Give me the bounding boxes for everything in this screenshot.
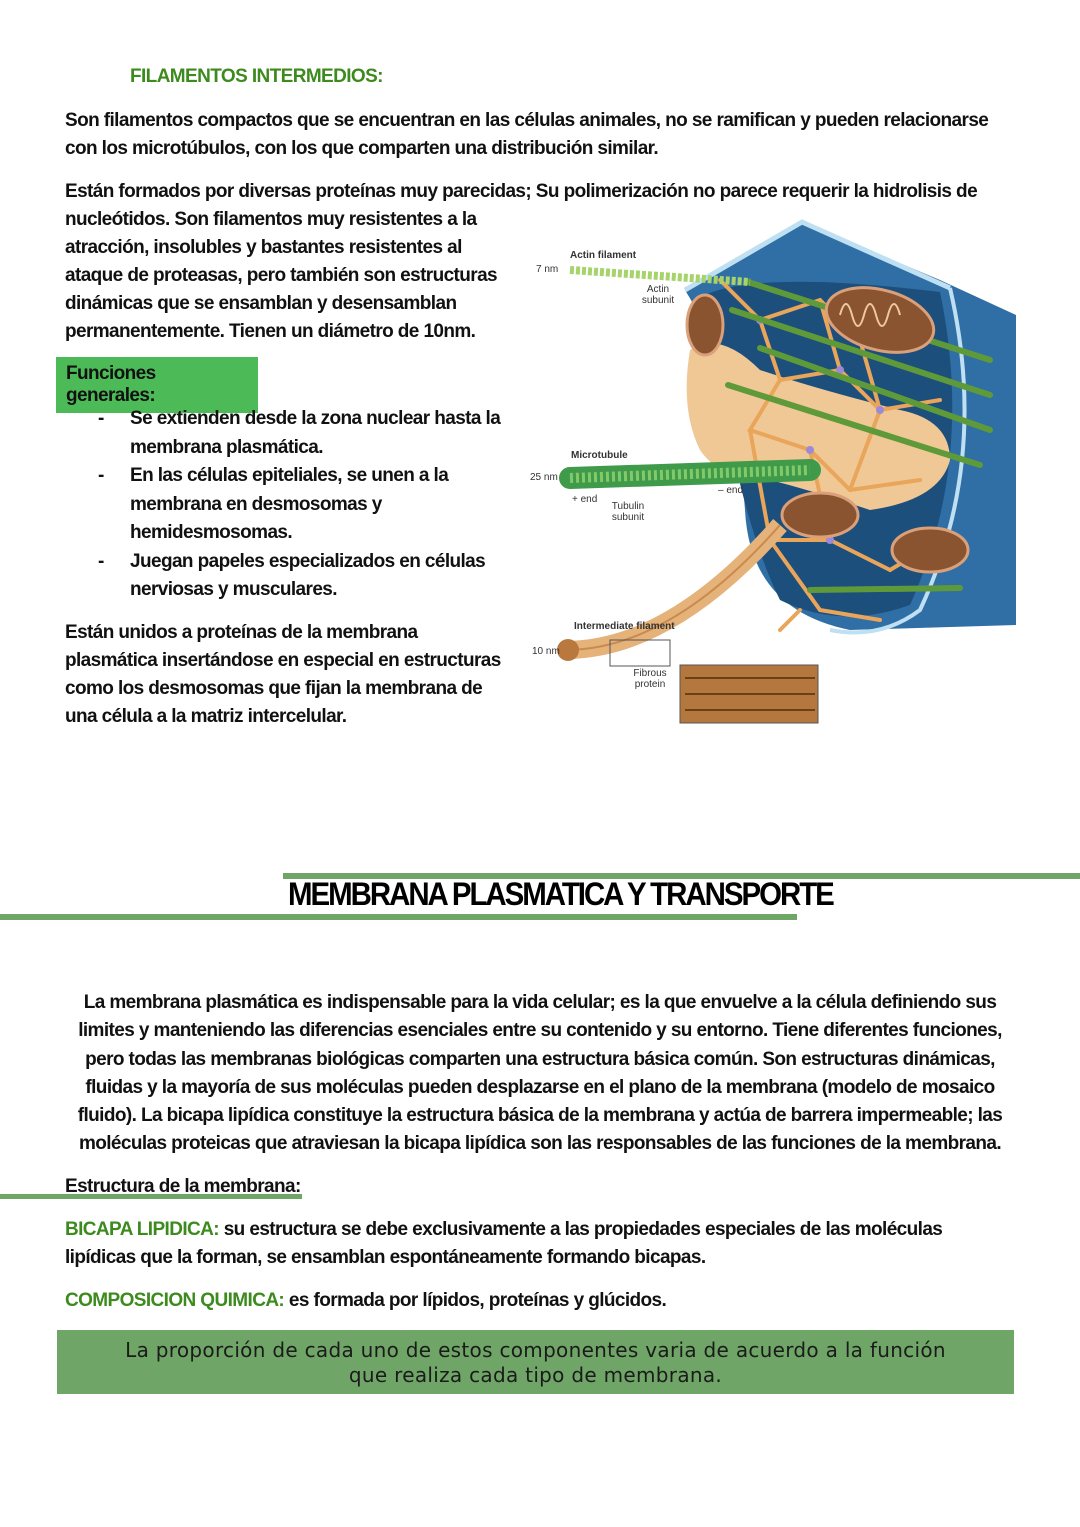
cytoskeleton-figure	[520, 210, 1020, 730]
paragraph-composition: nucleótidos. Son filamentos muy resistentes a la atracción, insolubles y bastantes resistentes al ataque de proteasas, pero también son estructuras dinámicas que se ensamblan y desensamblan permanentemente. Tienen un diámetro de 10nm.	[65, 209, 498, 342]
label-fibrous-protein: Fibrous protein	[633, 668, 667, 690]
functions-list	[65, 405, 520, 605]
section-title-membrana: MEMBRANA PLASMATICA Y TRANSPORTE	[288, 876, 833, 912]
section-title-filamentos: FILAMENTOS INTERMEDIOS:	[130, 66, 383, 87]
label-intermediate-filament: Intermediate filament	[574, 621, 675, 632]
function-item: - Se extienden desde la zona nuclear hasta la membrana plasmática.	[98, 408, 501, 458]
paragraph-intro: Son filamentos compactos que se encuentran en las células animales, no se ramifican y pueden relacionarse con los microtúbulos, con los que comparten una distribución similar.	[65, 110, 989, 159]
paragraph-attachment: Están unidos a proteínas de la membrana plasmática insertándose en especial en estructuras como los desmosomas que fijan la membrana de una célula a la matriz intercelular.	[65, 622, 501, 727]
function-item: - Juegan papeles especializados en células nerviosas y musculares.	[98, 550, 486, 600]
paragraph-bicapa: BICAPA LIPIDICA: su estructura se debe exclusivamente a las propiedades especiales de las moléculas lipídicas que la forman, se ensamblan espontáneamente formando bicapas.	[65, 1219, 943, 1268]
label-intermediate-size: 10 nm	[532, 646, 560, 657]
label-actin-filament: Actin filament	[570, 250, 637, 261]
label-microtubule-size: 25 nm	[530, 472, 558, 483]
label-actin-size: 7 nm	[536, 264, 559, 275]
callout-box	[57, 1330, 1014, 1394]
composicion-label: COMPOSICION QUIMICA:	[65, 1290, 285, 1311]
label-actin-subunit: Actin subunit	[641, 284, 675, 306]
function-item: - En las células epiteliales, se unen a la membrana en desmosomas y hemidesmosomas.	[98, 465, 449, 543]
cytoskeleton-illustration	[520, 210, 1020, 730]
paragraph-membrane-intro: La membrana plasmática es indispensable para la vida celular; es la que envuelve a la célula definiendo sus limites y manteniendo las diferencias esenciales entre su contenido y su entorno. Tiene diferentes funciones, pero todas las membranas biológicas comparten una estructura básica común. Son estructuras dinámicas, fluidas y la mayoría de sus moléculas pueden desplazarse en el plano de la membrana (modelo de mosaico fluido). La bicapa lipídica constituye la estructura básica de la membrana y actúa de barrera impermeable; las moléculas proteicas que atraviesan la bicapa lipídica son las responsables de las funciones de la membrana.	[77, 992, 1003, 1155]
label-microtubule: Microtubule	[571, 450, 628, 461]
label-tubulin-subunit: Tubulin subunit	[611, 501, 645, 523]
functions-label: Funciones generales:	[56, 357, 258, 413]
paragraph-composicion: COMPOSICION QUIMICA: es formada por lípidos, proteínas y glúcidos.	[65, 1290, 667, 1311]
label-minus-end: – end	[718, 485, 744, 496]
bicapa-label: BICAPA LIPIDICA:	[65, 1219, 220, 1240]
divider-bar-bottom	[0, 914, 797, 920]
label-plus-end: + end	[572, 494, 598, 505]
paragraph-composition-line1: Están formados por diversas proteínas muy parecidas; Su polimerización no parece requerir la hidrolisis de	[65, 181, 978, 202]
callout-text: La proporción de cada uno de estos componentes varia de acuerdo a la función que realiza cada tipo de membrana.	[125, 1338, 946, 1387]
structure-heading: Estructura de la membrana:	[65, 1176, 301, 1197]
